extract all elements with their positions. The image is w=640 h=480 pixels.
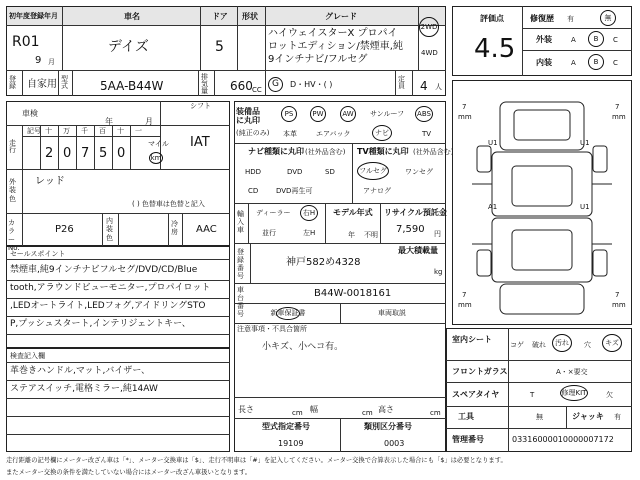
repair-yes: 有 — [567, 15, 574, 23]
int-grade-a: A — [571, 59, 576, 67]
first-reg-month: 9 — [35, 55, 42, 66]
tv-analog: アナログ — [363, 187, 391, 195]
mileage-digit-header: 百 — [99, 127, 106, 135]
equip-pw-circle: PW — [310, 106, 326, 122]
inspector-line-2: ステアスイッチ,電格ミラー,純14AW — [10, 384, 158, 394]
jack-label: ジャッキ — [572, 412, 604, 421]
mileage-km-circle: km — [149, 152, 163, 164]
height-cm: cm — [430, 409, 441, 417]
load-unit: kg — [434, 268, 443, 276]
model-value: 5AA-B44W — [100, 79, 164, 93]
height-label: 高さ — [378, 405, 394, 414]
tire-rl-depth: 7 — [462, 291, 467, 299]
jack-value: 有 — [614, 413, 621, 421]
tire-fr-mm: mm — [612, 113, 626, 121]
first-reg-era: R01 — [12, 34, 40, 50]
drive-2wd-circle: 2WD — [419, 17, 439, 37]
navi-hdd: HDD — [245, 168, 262, 176]
spare-kit-circle: 修理KIT — [560, 385, 588, 401]
recycle-unit: 円 — [434, 230, 441, 238]
mileage-digit: 2 — [45, 146, 54, 161]
ext-grade-c: C — [613, 36, 618, 44]
int-grade-b-circle: B — [588, 54, 604, 70]
tire-fl-mm: mm — [458, 113, 472, 121]
length-cm: cm — [292, 409, 303, 417]
plate-value: 神戸582め4328 — [286, 257, 361, 268]
ext-grade-b-circle: B — [588, 31, 604, 47]
navi-dvd-play: DVD再生可 — [276, 187, 313, 195]
tv-sub: (社外品含む) — [413, 148, 454, 156]
color-no-label: カラーNo. — [8, 219, 20, 253]
equip-leather: 本革 — [283, 130, 297, 138]
inspection-label: 車検 — [22, 109, 38, 118]
displacement-unit: CC — [252, 86, 262, 94]
navi-sub: (社外品含む) — [305, 148, 346, 156]
first-reg-label: 初年度登録年月 — [9, 12, 58, 20]
steering-left: 左H — [303, 229, 316, 237]
type-cert-label: 型式指定番号 — [262, 422, 310, 431]
equipment-label: 装備品に丸印 — [236, 107, 260, 125]
shape-label: 形状 — [242, 12, 258, 21]
mileage-digit-header: 一 — [135, 127, 142, 135]
max-load-label: 最大積載量 — [398, 246, 438, 255]
drive-4wd: 4WD — [421, 49, 438, 57]
recycle-label: リサイクル預託金 — [384, 208, 447, 217]
mileage-digit: 5 — [99, 146, 108, 161]
type-cert-value: 19109 — [278, 439, 304, 448]
score-label: 評価点 — [480, 14, 504, 23]
displacement-value: 660 — [230, 79, 253, 93]
tire-fl-depth: 7 — [462, 103, 467, 111]
ac-value: AAC — [196, 224, 217, 235]
mileage-digit: 0 — [117, 146, 126, 161]
length-label: 長さ — [238, 405, 254, 414]
car-name: デイズ — [108, 39, 149, 55]
tools-value: 無 — [536, 413, 543, 421]
equip-tv: TV — [422, 130, 432, 138]
capacity-unit: 人 — [435, 83, 442, 91]
tire-fr-depth: 7 — [615, 103, 620, 111]
mileage-digit-header: 千 — [81, 127, 88, 135]
damage-mark-1: U1 — [488, 139, 498, 147]
selling-points-label: セールスポイント — [10, 250, 66, 258]
shift-value: IAT — [190, 135, 210, 150]
ext-grade-a: A — [571, 36, 576, 44]
grade-line-1: ハイウェイスターX プロパイ — [268, 28, 398, 39]
navi-sd: SD — [325, 168, 335, 176]
shift-label: シフト — [190, 102, 211, 110]
seat-stain-circle: 汚れ — [552, 334, 572, 352]
seat-label: 室内シート — [452, 335, 492, 344]
import-dealer: ディーラー — [256, 209, 291, 217]
spare-t: T — [530, 391, 535, 399]
selling-point-line-4: P,プッシュスタート,インテリジェントキー、 — [10, 319, 191, 329]
exterior-grade-label: 外装 — [536, 35, 552, 44]
capacity-value: 4 — [420, 79, 428, 93]
fuel-options: D・HV・( ) — [290, 80, 333, 89]
seat-burn: コゲ — [510, 341, 524, 349]
footer-line-2: またメーター交換の条件を満たしていない場合にはメーター改ざん車扱いとなります。 — [6, 469, 252, 476]
equip-navi-circle: ナビ — [372, 125, 392, 141]
class-label: 類別区分番号 — [364, 422, 412, 431]
model-label: 型式 — [61, 75, 68, 90]
equip-ps-circle: PS — [281, 106, 297, 122]
inspection-month-label: 月 — [145, 117, 153, 126]
car-diagram — [452, 80, 632, 325]
selling-point-line-3: ,LEDオートライト,LEDフォグ,アイドリングSTO — [10, 301, 206, 311]
inspector-line-1: 革巻きハンドル,マット,バイザー、 — [10, 366, 151, 376]
mileage-digit: 7 — [81, 146, 90, 161]
model-year-unknown: 不明 — [364, 231, 378, 239]
seat-scratch-circle: キズ — [602, 334, 622, 352]
tools-label: 工具 — [458, 412, 474, 421]
damage-mark-3: A1 — [488, 203, 498, 211]
mileage-label: 走行 — [9, 139, 16, 154]
interior-color-label: 内装色 — [106, 217, 113, 242]
use-label: 登録 — [9, 75, 16, 90]
grade-line-3: 9インチナビ/フルセグ — [268, 54, 368, 65]
seat-hole: 穴 — [584, 341, 591, 349]
mileage-digit-header: 十 — [45, 127, 52, 135]
damage-mark-2: U1 — [580, 139, 590, 147]
score-value: 4.5 — [474, 34, 516, 64]
chassis-label: 車台番号 — [237, 286, 244, 319]
mileage-digit: 0 — [63, 146, 72, 161]
grade-label: グレード — [325, 12, 357, 21]
navi-cd: CD — [248, 187, 259, 195]
repair-label: 修復歴 — [530, 14, 554, 23]
exterior-color-value: レッド — [35, 176, 65, 187]
equipment-sub: (純正のみ) — [236, 129, 270, 137]
exterior-color-label: 外装色 — [9, 178, 16, 203]
chassis-value: B44W-0018161 — [314, 288, 392, 299]
tire-rr-depth: 7 — [615, 291, 620, 299]
navi-label: ナビ種類に丸印 — [248, 147, 304, 156]
model-year-unit: 年 — [348, 231, 355, 239]
mgmt-value: 03316000010000007172 — [512, 435, 614, 444]
warranty-circle: 新車保証書 — [276, 307, 300, 320]
footer-line-1: 走行距離の記号欄にメーター改ざん車は「*」、メーター交換車は「$」、走行不明車は「#」を記入してください。メーター交換で合算表示した場合にも「$」は必要となります。 — [6, 457, 507, 464]
seat-tear: 破れ — [532, 341, 546, 349]
spare-missing: 欠 — [606, 391, 613, 399]
recycle-value: 7,590 — [396, 224, 425, 235]
equip-sunroof: サンルーフ — [370, 110, 405, 118]
width-cm: cm — [362, 409, 373, 417]
inspector-box — [6, 348, 230, 452]
model-year-label: モデル年式 — [333, 208, 373, 217]
class-value: 0003 — [384, 439, 405, 448]
spare-label: スペアタイヤ — [452, 390, 500, 399]
interior-grade-label: 内装 — [536, 58, 552, 67]
tv-fullseg-circle: フルセグ — [357, 162, 389, 180]
int-grade-c: C — [613, 59, 618, 67]
car-name-label: 車名 — [124, 12, 140, 21]
doors-value: 5 — [215, 39, 224, 55]
navi-dvd: DVD — [287, 168, 303, 176]
mileage-digit-header: 万 — [63, 127, 70, 135]
tire-rl-mm: mm — [458, 301, 472, 309]
grade-line-2: ロットエディション/禁煙車,純 — [268, 41, 403, 52]
import-parallel: 並行 — [262, 229, 276, 237]
tv-label: TV種類に丸印 — [357, 147, 409, 156]
windshield-value: A・×要交 — [556, 368, 588, 376]
selling-points-box — [6, 246, 230, 348]
repair-no-circle: 無 — [600, 10, 616, 26]
month-unit: 月 — [48, 58, 55, 66]
damage-mark-4: U1 — [580, 203, 590, 211]
capacity-label: 定員 — [398, 75, 405, 90]
selling-point-line-2: tooth,アラウンドビューモニター,プロパイロット — [10, 283, 211, 293]
selling-point-line-1: 禁煙車,純9インチナビフルセグ/DVD/CD/Blue — [10, 265, 198, 275]
mgmt-label: 管理番号 — [452, 435, 484, 444]
displacement-label: 排気量 — [201, 73, 208, 95]
notes-value: 小キズ、小ヘコ有。 — [262, 342, 344, 352]
doors-label: ドア — [212, 12, 228, 21]
use-value: 自家用 — [27, 79, 57, 90]
plate-label: 登録番号 — [237, 248, 244, 281]
mileage-unit-top: マイル — [148, 140, 169, 148]
tv-oneseg: ワンセグ — [405, 168, 433, 176]
mileage-digit-header: 十 — [117, 127, 124, 135]
ac-label: 冷房 — [171, 220, 178, 237]
windshield-label: フロントガラス — [452, 367, 508, 376]
import-label: 輸入車 — [237, 210, 244, 235]
manual-label: 車両取説 — [378, 309, 406, 317]
inspection-year-label: 年 — [105, 117, 113, 126]
color-no-value: P26 — [55, 224, 74, 235]
equip-airbag: エアバック — [316, 130, 351, 138]
inspector-label: 検査記入欄 — [10, 352, 45, 360]
equip-aw-circle: AW — [340, 106, 356, 122]
equip-abs-circle: ABS — [415, 106, 433, 122]
width-label: 幅 — [310, 405, 318, 414]
color-note: ( ) 色替車は色替と記入 — [132, 200, 205, 208]
notes-label: 注意事項・不具合箇所 — [237, 325, 307, 333]
tire-rr-mm: mm — [612, 301, 626, 309]
fuel-g-circle: G — [268, 77, 283, 92]
steering-right-circle: 右H — [300, 205, 318, 221]
mileage-digit-header: 記号 — [27, 127, 41, 135]
